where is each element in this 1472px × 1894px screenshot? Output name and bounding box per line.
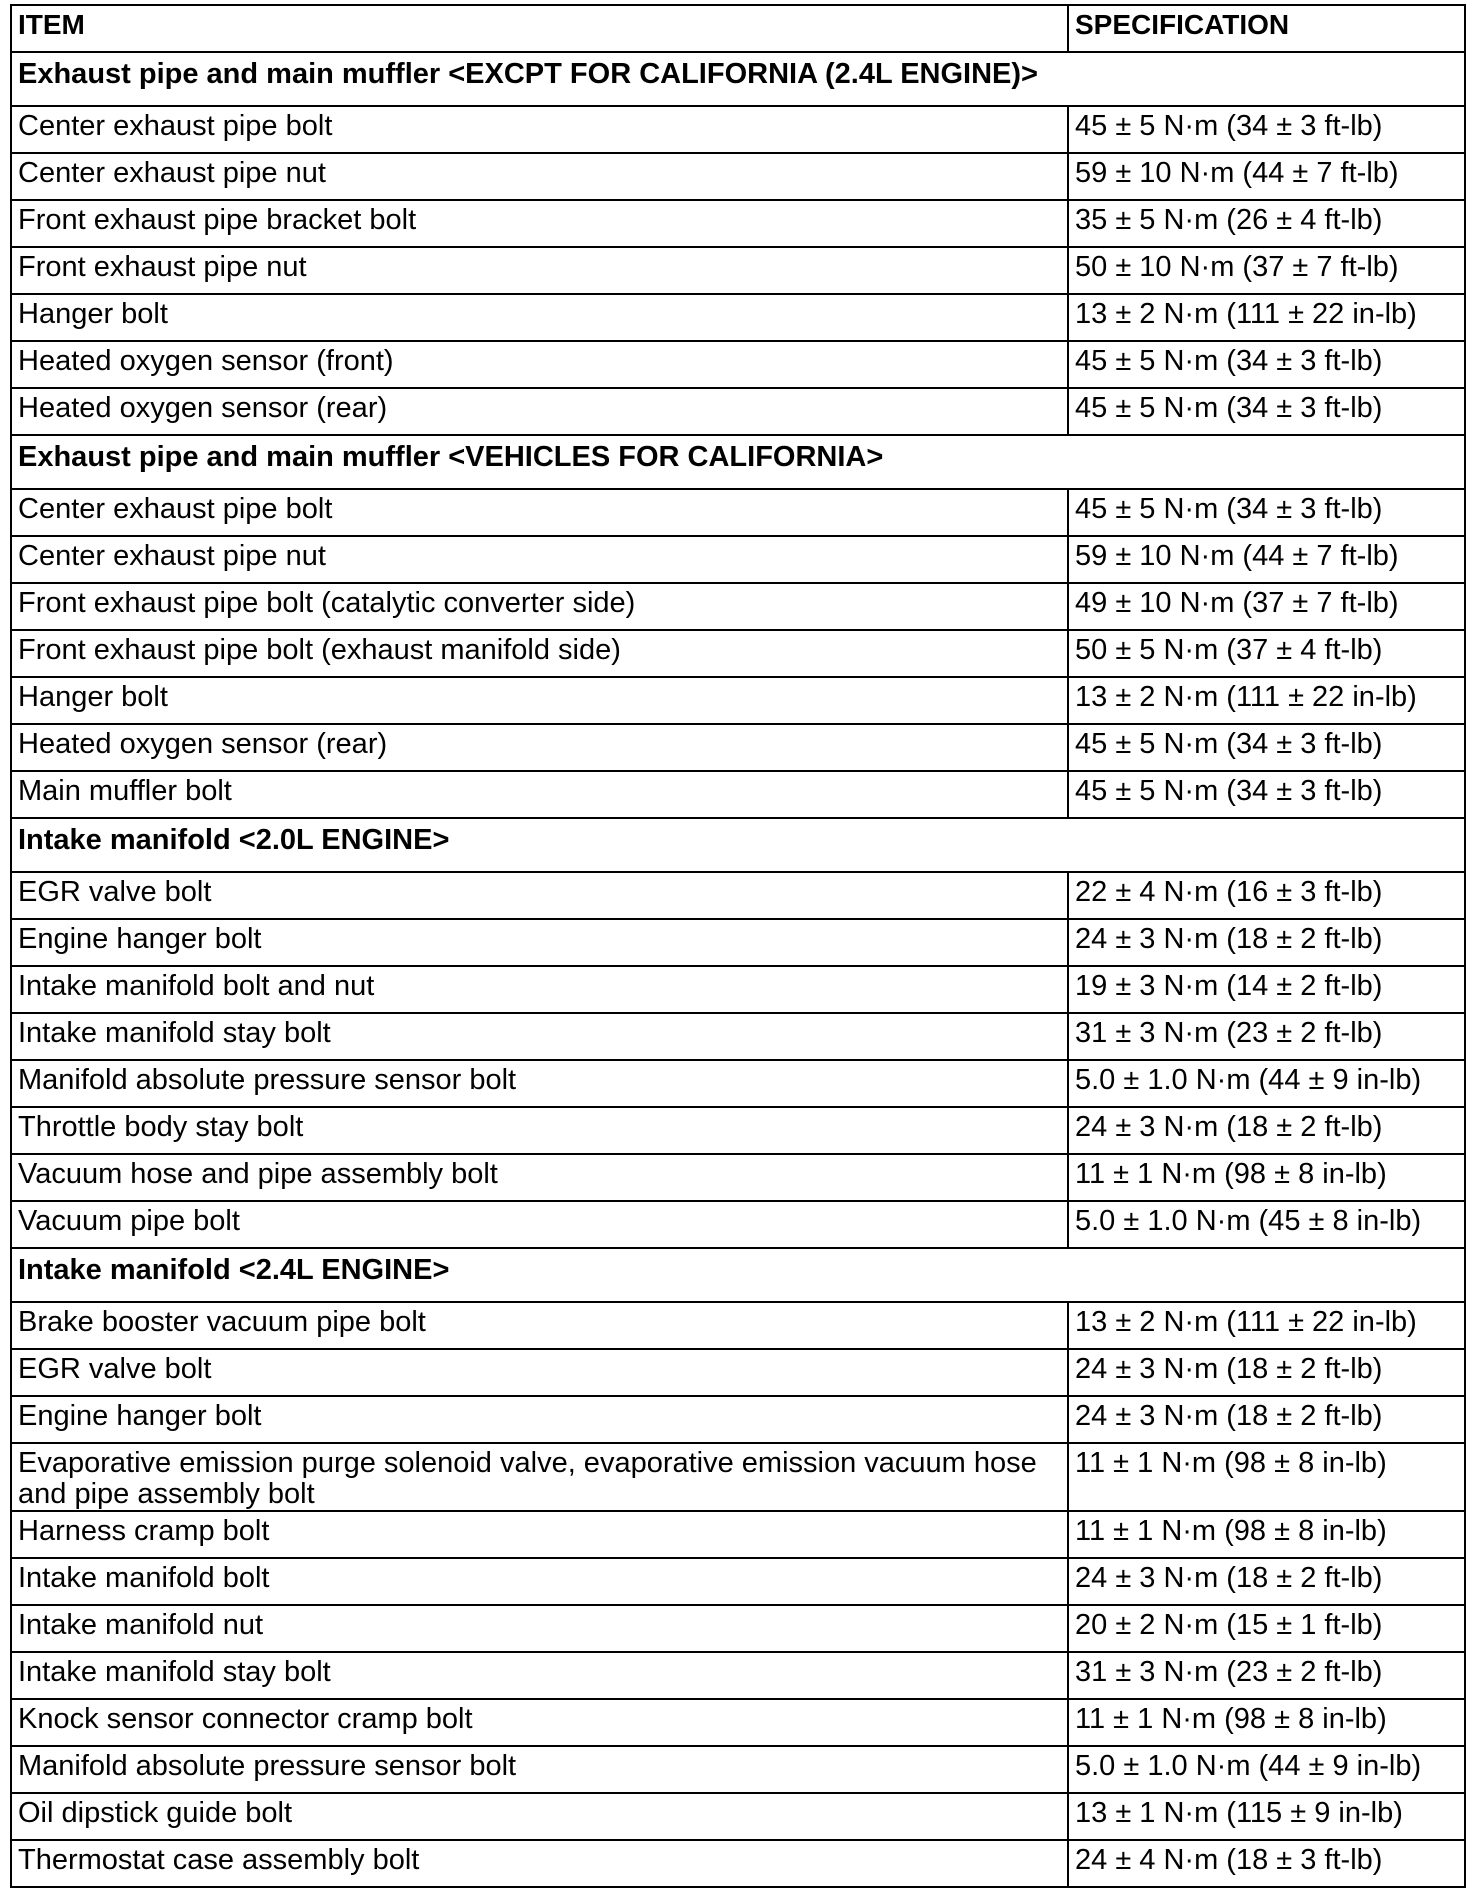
item-cell: Hanger bolt — [11, 294, 1068, 341]
header-specification: SPECIFICATION — [1068, 5, 1465, 52]
spec-cell: 13 ± 1 N·m (115 ± 9 in-lb) — [1068, 1793, 1465, 1840]
section-title: Exhaust pipe and main muffler <VEHICLES FOR CALIFORNIA> — [11, 435, 1465, 489]
table-row — [11, 1652, 1465, 1699]
spec-cell: 5.0 ± 1.0 N·m (44 ± 9 in-lb) — [1068, 1746, 1465, 1793]
spec-cell: 11 ± 1 N·m (98 ± 8 in-lb) — [1068, 1154, 1465, 1201]
table-row — [11, 1396, 1465, 1443]
spec-cell: 45 ± 5 N·m (34 ± 3 ft-lb) — [1068, 771, 1465, 818]
item-cell: Intake manifold nut — [11, 1605, 1068, 1652]
spec-cell: 24 ± 3 N·m (18 ± 2 ft-lb) — [1068, 1107, 1465, 1154]
table-row — [11, 536, 1465, 583]
item-cell: Engine hanger bolt — [11, 919, 1068, 966]
table-row — [11, 1201, 1465, 1248]
table-row — [11, 1746, 1465, 1793]
item-cell: Center exhaust pipe bolt — [11, 489, 1068, 536]
table-row — [11, 388, 1465, 435]
spec-cell: 20 ± 2 N·m (15 ± 1 ft-lb) — [1068, 1605, 1465, 1652]
spec-cell: 31 ± 3 N·m (23 ± 2 ft-lb) — [1068, 1652, 1465, 1699]
item-cell: Harness cramp bolt — [11, 1511, 1068, 1558]
table-row — [11, 200, 1465, 247]
item-cell: Front exhaust pipe bracket bolt — [11, 200, 1068, 247]
header-row — [11, 5, 1465, 52]
spec-cell: 49 ± 10 N·m (37 ± 7 ft-lb) — [1068, 583, 1465, 630]
section-header-row — [11, 818, 1465, 872]
section-title: Intake manifold <2.0L ENGINE> — [11, 818, 1465, 872]
spec-cell: 24 ± 3 N·m (18 ± 2 ft-lb) — [1068, 1396, 1465, 1443]
section-header-row — [11, 1248, 1465, 1302]
table-row — [11, 489, 1465, 536]
table-row — [11, 1558, 1465, 1605]
spec-cell: 13 ± 2 N·m (111 ± 22 in-lb) — [1068, 677, 1465, 724]
spec-cell: 59 ± 10 N·m (44 ± 7 ft-lb) — [1068, 536, 1465, 583]
table-row — [11, 294, 1465, 341]
item-cell: Front exhaust pipe nut — [11, 247, 1068, 294]
item-cell: Intake manifold bolt — [11, 1558, 1068, 1605]
spec-cell: 31 ± 3 N·m (23 ± 2 ft-lb) — [1068, 1013, 1465, 1060]
item-cell: Manifold absolute pressure sensor bolt — [11, 1746, 1068, 1793]
table-row — [11, 966, 1465, 1013]
item-cell: Intake manifold bolt and nut — [11, 966, 1068, 1013]
table-row — [11, 1107, 1465, 1154]
item-cell: Center exhaust pipe nut — [11, 153, 1068, 200]
table-row — [11, 1699, 1465, 1746]
table-body — [11, 52, 1465, 1887]
item-cell: EGR valve bolt — [11, 872, 1068, 919]
table-row — [11, 106, 1465, 153]
item-cell: Engine hanger bolt — [11, 1396, 1068, 1443]
table-row — [11, 1605, 1465, 1652]
table-row — [11, 583, 1465, 630]
spec-cell: 5.0 ± 1.0 N·m (44 ± 9 in-lb) — [1068, 1060, 1465, 1107]
torque-spec-table — [10, 4, 1466, 1888]
item-cell: Vacuum hose and pipe assembly bolt — [11, 1154, 1068, 1201]
item-cell: Heated oxygen sensor (rear) — [11, 724, 1068, 771]
table-row — [11, 1060, 1465, 1107]
item-cell: Intake manifold stay bolt — [11, 1013, 1068, 1060]
item-cell: Evaporative emission purge solenoid valve, evaporative emission vacuum hose and pipe assembly bolt — [11, 1443, 1068, 1511]
item-cell: Brake booster vacuum pipe bolt — [11, 1302, 1068, 1349]
spec-cell: 45 ± 5 N·m (34 ± 3 ft-lb) — [1068, 341, 1465, 388]
item-cell: Heated oxygen sensor (front) — [11, 341, 1068, 388]
spec-cell: 13 ± 2 N·m (111 ± 22 in-lb) — [1068, 1302, 1465, 1349]
item-cell: Manifold absolute pressure sensor bolt — [11, 1060, 1068, 1107]
table-row — [11, 872, 1465, 919]
table-row — [11, 677, 1465, 724]
section-header-row — [11, 435, 1465, 489]
table-row — [11, 919, 1465, 966]
spec-cell: 24 ± 3 N·m (18 ± 2 ft-lb) — [1068, 919, 1465, 966]
spec-cell: 45 ± 5 N·m (34 ± 3 ft-lb) — [1068, 106, 1465, 153]
item-cell: Heated oxygen sensor (rear) — [11, 388, 1068, 435]
spec-cell: 24 ± 3 N·m (18 ± 2 ft-lb) — [1068, 1349, 1465, 1396]
item-cell: Front exhaust pipe bolt (exhaust manifold side) — [11, 630, 1068, 677]
spec-cell: 11 ± 1 N·m (98 ± 8 in-lb) — [1068, 1443, 1465, 1511]
spec-cell: 11 ± 1 N·m (98 ± 8 in-lb) — [1068, 1699, 1465, 1746]
item-cell: Front exhaust pipe bolt (catalytic converter side) — [11, 583, 1068, 630]
table-row — [11, 1302, 1465, 1349]
item-cell: Main muffler bolt — [11, 771, 1068, 818]
section-title: Exhaust pipe and main muffler <EXCPT FOR CALIFORNIA (2.4L ENGINE)> — [11, 52, 1465, 106]
spec-cell: 35 ± 5 N·m (26 ± 4 ft-lb) — [1068, 200, 1465, 247]
item-cell: Center exhaust pipe bolt — [11, 106, 1068, 153]
header-item: ITEM — [11, 5, 1068, 52]
spec-cell: 5.0 ± 1.0 N·m (45 ± 8 in-lb) — [1068, 1201, 1465, 1248]
spec-cell: 45 ± 5 N·m (34 ± 3 ft-lb) — [1068, 724, 1465, 771]
spec-cell: 24 ± 3 N·m (18 ± 2 ft-lb) — [1068, 1558, 1465, 1605]
item-cell: Knock sensor connector cramp bolt — [11, 1699, 1068, 1746]
item-cell: Vacuum pipe bolt — [11, 1201, 1068, 1248]
spec-cell: 45 ± 5 N·m (34 ± 3 ft-lb) — [1068, 388, 1465, 435]
section-title: Intake manifold <2.4L ENGINE> — [11, 1248, 1465, 1302]
table-row — [11, 724, 1465, 771]
item-cell: Oil dipstick guide bolt — [11, 1793, 1068, 1840]
table-row — [11, 1793, 1465, 1840]
item-cell: Center exhaust pipe nut — [11, 536, 1068, 583]
item-cell: Throttle body stay bolt — [11, 1107, 1068, 1154]
table-row — [11, 1154, 1465, 1201]
table-row — [11, 1840, 1465, 1887]
section-header-row — [11, 52, 1465, 106]
spec-cell: 50 ± 5 N·m (37 ± 4 ft-lb) — [1068, 630, 1465, 677]
table-row — [11, 1511, 1465, 1558]
spec-cell: 59 ± 10 N·m (44 ± 7 ft-lb) — [1068, 153, 1465, 200]
spec-cell: 11 ± 1 N·m (98 ± 8 in-lb) — [1068, 1511, 1465, 1558]
spec-cell: 22 ± 4 N·m (16 ± 3 ft-lb) — [1068, 872, 1465, 919]
table-row — [11, 153, 1465, 200]
item-cell: Intake manifold stay bolt — [11, 1652, 1068, 1699]
spec-cell: 24 ± 4 N·m (18 ± 3 ft-lb) — [1068, 1840, 1465, 1887]
item-cell: Thermostat case assembly bolt — [11, 1840, 1068, 1887]
table-row — [11, 630, 1465, 677]
item-cell: Hanger bolt — [11, 677, 1068, 724]
table-row — [11, 247, 1465, 294]
table-row — [11, 1349, 1465, 1396]
table-row — [11, 341, 1465, 388]
spec-cell: 19 ± 3 N·m (14 ± 2 ft-lb) — [1068, 966, 1465, 1013]
spec-cell: 50 ± 10 N·m (37 ± 7 ft-lb) — [1068, 247, 1465, 294]
spec-cell: 45 ± 5 N·m (34 ± 3 ft-lb) — [1068, 489, 1465, 536]
item-cell: EGR valve bolt — [11, 1349, 1068, 1396]
table-row — [11, 1013, 1465, 1060]
table-row — [11, 1443, 1465, 1511]
table-row — [11, 771, 1465, 818]
spec-cell: 13 ± 2 N·m (111 ± 22 in-lb) — [1068, 294, 1465, 341]
